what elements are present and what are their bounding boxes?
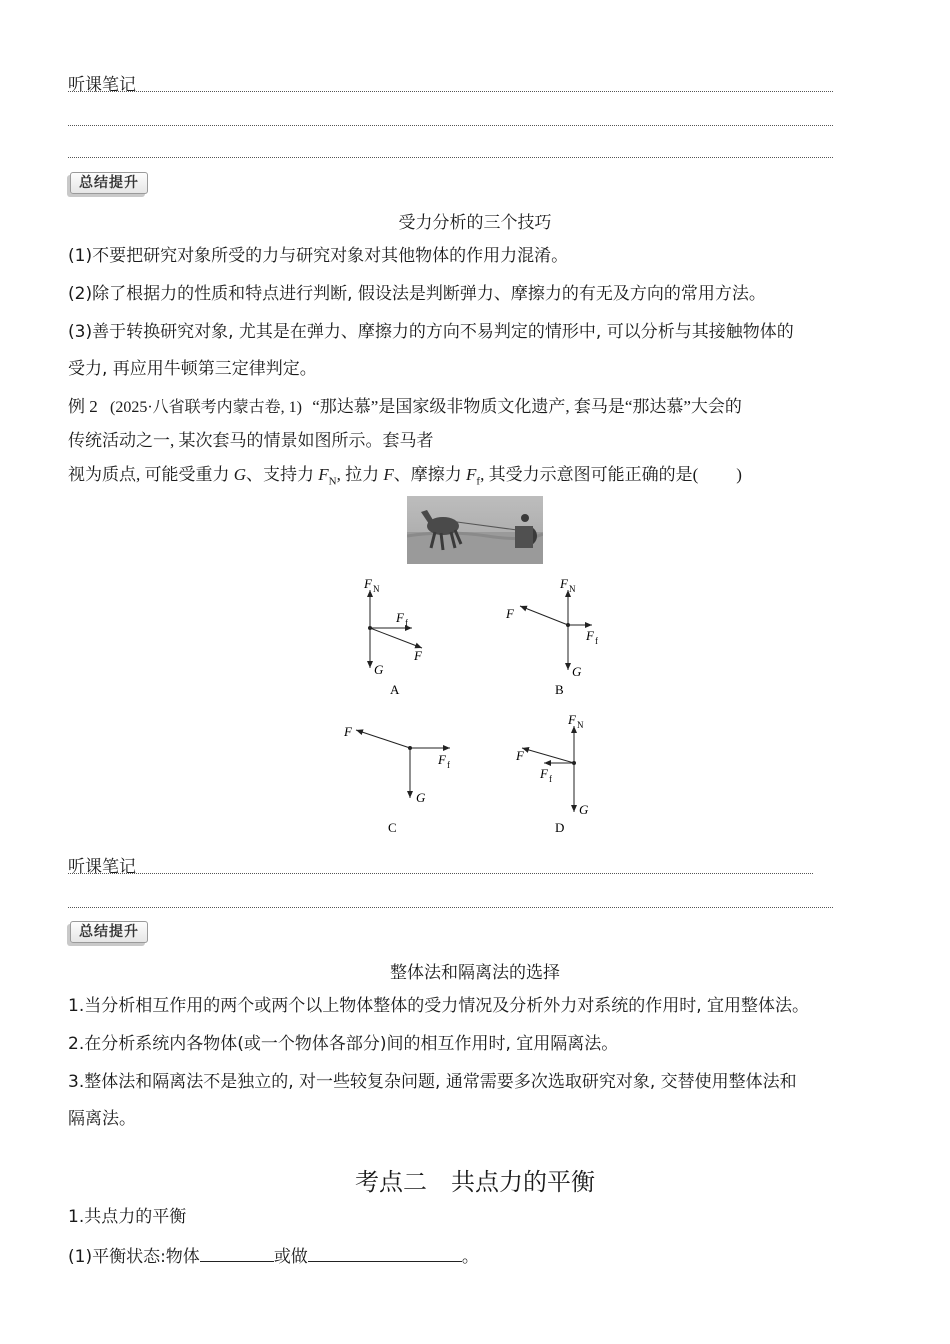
svg-text:G: G [579, 802, 589, 817]
svg-text:F: F [414, 648, 422, 663]
example-line-1 [68, 396, 742, 419]
example-text-2: 传统活动之一, 某次套马的情景如图所示。套马者 [68, 431, 434, 450]
fill-in-text: (1)平衡状态:物体 [68, 1247, 200, 1267]
summary-item: (3)善于转换研究对象, 尤其是在弹力、摩擦力的方向不易判定的情形中, 可以分析与其接触物体的 [68, 322, 794, 342]
svg-text:F: F [586, 628, 594, 643]
svg-text:F: F [506, 606, 514, 621]
fill-in-blank[interactable] [308, 1243, 462, 1262]
section-subheading: 1.共点力的平衡 [68, 1207, 187, 1227]
summary-badge-2: 总结提升 [70, 921, 148, 943]
notes-label-2: 听课笔记 [68, 857, 136, 877]
summary-item: 受力, 再应用牛顿第三定律判定。 [68, 359, 317, 379]
option-label-b: B [555, 682, 564, 697]
diagram-b [505, 576, 598, 697]
svg-text:f: f [549, 774, 552, 784]
notes-line [68, 873, 813, 874]
summary-title-1: 受力分析的三个技巧 [398, 213, 552, 233]
example-source: (2025·八省联考内蒙古卷, 1) [110, 399, 302, 416]
svg-text:F: F [396, 610, 404, 625]
diagram-a [363, 576, 423, 697]
subscript-N: N [328, 475, 337, 488]
summary-item: 1.当分析相互作用的两个或两个以上物体整体的受力情况及分析外力对系统的作用时, 宜用整体法。 [68, 996, 810, 1016]
summary-item: (2)除了根据力的性质和特点进行判断, 假设法是判断弹力、摩擦力的有无及方向的常用方法。 [68, 284, 766, 304]
notes-line [68, 907, 833, 908]
notes-line [68, 157, 833, 158]
svg-text:f: f [595, 636, 598, 646]
svg-text:F: F [568, 712, 576, 727]
example-text-1: “那达慕”是国家级非物质文化遗产, 套马是“那达慕”大会的 [312, 397, 742, 416]
notes-label-1: 听课笔记 [68, 75, 136, 95]
option-label-d: D [555, 820, 565, 835]
svg-text:F: F [438, 752, 446, 767]
svg-text:f: f [447, 760, 450, 770]
svg-text:N: N [373, 584, 380, 594]
svg-text:G: G [572, 664, 582, 679]
summary-title-2: 整体法和隔离法的选择 [390, 963, 560, 983]
notes-line [68, 125, 833, 126]
section-heading: 考点二 共点力的平衡 [355, 1168, 595, 1196]
fill-in-text: 或做 [273, 1247, 308, 1267]
svg-text:F: F [344, 724, 352, 739]
symbol-F: F [383, 465, 394, 484]
summary-badge-1: 总结提升 [70, 172, 148, 194]
fill-in-blank[interactable] [200, 1243, 274, 1262]
diagram-d [515, 712, 589, 835]
example-text: 、支持力 [246, 465, 319, 484]
svg-text:F: F [516, 748, 524, 763]
force-diagrams [330, 570, 630, 840]
svg-text:F: F [560, 576, 568, 591]
example-text: 视为质点, 可能受重力 [68, 465, 234, 484]
symbol-G: G [233, 465, 247, 484]
summary-item: (1)不要把研究对象所受的力与研究对象对其他物体的作用力混淆。 [68, 246, 569, 266]
example-text: , 其受力示意图可能正确的是( [480, 465, 699, 484]
option-label-c: C [388, 820, 397, 835]
example-text: ) [736, 465, 742, 484]
svg-text:G: G [416, 790, 426, 805]
example-text: , 拉力 [336, 465, 384, 484]
example-text: 、摩擦力 [393, 465, 467, 484]
summary-item: 3.整体法和隔离法不是独立的, 对一些较复杂问题, 通常需要多次选取研究对象, 交替使用整体法和 [68, 1072, 797, 1092]
fill-in-line [68, 1243, 479, 1268]
svg-text:G: G [374, 662, 384, 677]
subscript-f: f [476, 475, 481, 488]
notes-line [68, 91, 833, 92]
fill-in-text: 。 [461, 1247, 479, 1267]
diagram-c [343, 724, 450, 835]
lasso-photo [407, 496, 543, 564]
example-line-3 [68, 464, 742, 492]
svg-text:f: f [405, 618, 408, 628]
symbol-F: F [318, 465, 329, 484]
symbol-F: F [466, 465, 477, 484]
svg-text:N: N [569, 584, 576, 594]
svg-text:N: N [577, 720, 584, 730]
svg-text:F: F [540, 766, 548, 781]
example-label: 例 2 [68, 397, 98, 416]
summary-item: 2.在分析系统内各物体(或一个物体各部分)间的相互作用时, 宜用隔离法。 [68, 1034, 619, 1054]
option-label-a: A [390, 682, 400, 697]
summary-item: 隔离法。 [68, 1109, 136, 1129]
svg-text:F: F [364, 576, 372, 591]
